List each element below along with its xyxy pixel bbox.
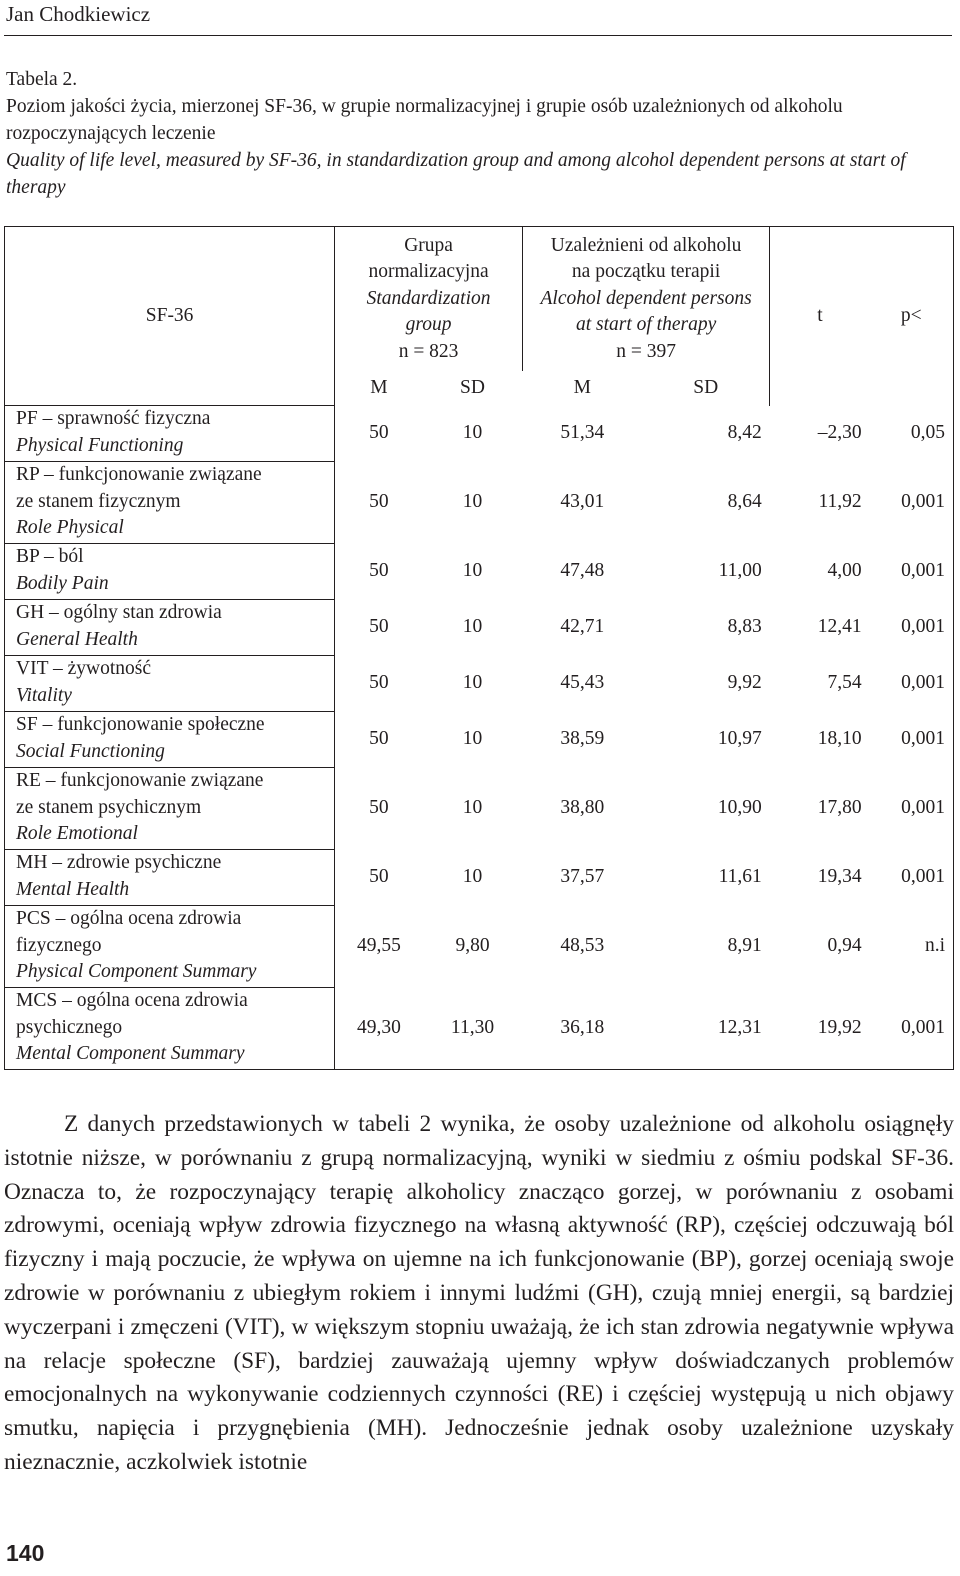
cell-t: 17,80 — [817, 797, 862, 819]
cell-t: 0,94 — [827, 935, 862, 957]
cell-sd1: 10 — [462, 616, 483, 638]
cell-m2: 42,71 — [560, 616, 605, 638]
row-label-pl: PCS – ogólna ocena zdrowia — [16, 908, 242, 929]
cell-m1: 50 — [369, 491, 389, 513]
row-label — [5, 906, 335, 988]
cell-m1: 50 — [369, 728, 389, 750]
row-label-pl: BP – ból — [16, 546, 84, 567]
row-label — [5, 712, 335, 768]
row-label-pl-cont: fizycznego — [16, 934, 102, 956]
cell-sd1: 10 — [462, 560, 483, 582]
sf36-results-table — [4, 226, 954, 1070]
group1-line3: Standardization — [366, 287, 491, 309]
cell-m2: 43,01 — [560, 491, 605, 513]
table-row — [5, 988, 954, 1070]
row-label-pl-cont: ze stanem fizycznym — [16, 490, 181, 512]
cell-sd1: 10 — [462, 797, 483, 819]
row-label-en: Mental Health — [16, 878, 130, 900]
cell-sd1: 9,80 — [455, 935, 490, 957]
header-standardization-group — [335, 227, 523, 372]
cell-m2: 45,43 — [560, 672, 605, 694]
table-label: Tabela 2. — [6, 69, 78, 90]
row-label-pl: RP – funkcjonowanie związane — [16, 464, 262, 485]
cell-sd1: 10 — [462, 422, 483, 444]
table-row — [5, 906, 954, 988]
table-caption — [6, 66, 954, 201]
table-row — [5, 600, 954, 656]
cell-m1: 50 — [369, 616, 389, 638]
cell-p: n.i — [870, 906, 954, 988]
cell-t: –2,30 — [817, 422, 862, 444]
subheader-m1: M — [370, 377, 388, 399]
cell-m2: 38,59 — [560, 728, 605, 750]
table-title-en: Quality of life level, measured by SF-36, in standardization group and among alcohol dependent persons at start of therapy — [6, 150, 906, 198]
row-label-pl-cont: ze stanem psychicznym — [16, 796, 202, 818]
cell-sd2: 10,90 — [717, 797, 762, 819]
row-label — [5, 544, 335, 600]
group2-line2: na początku terapii — [571, 261, 721, 283]
row-label — [5, 406, 335, 462]
row-label-en: Role Emotional — [16, 823, 138, 844]
cell-m2: 37,57 — [560, 866, 605, 888]
cell-t: 19,34 — [817, 866, 862, 888]
subheader-sd1: SD — [460, 377, 485, 399]
row-label-pl: RE – funkcjonowanie związane — [16, 770, 264, 791]
row-label-en: Vitality — [16, 684, 72, 706]
cell-p: 0,001 — [870, 600, 954, 656]
row-label-pl: SF – funkcjonowanie społeczne — [16, 714, 265, 735]
header-p: p< — [870, 227, 954, 406]
table-row — [5, 544, 954, 600]
cell-t: 18,10 — [817, 728, 862, 750]
cell-sd1: 10 — [462, 491, 483, 513]
table-row — [5, 656, 954, 712]
row-label-en: Role Physical — [16, 517, 124, 538]
page-number: 140 — [6, 1540, 45, 1566]
cell-p: 0,001 — [870, 462, 954, 544]
row-label-pl: PF – sprawność fizyczna — [16, 408, 211, 429]
table-title-pl: Poziom jakości życia, mierzonej SF-36, w grupie normalizacyjnej i grupie osób uzależnionych od alkoholu rozpoczynających leczenie — [6, 96, 843, 144]
cell-sd1: 11,30 — [423, 988, 523, 1070]
cell-t: 11,92 — [818, 491, 862, 513]
cell-m2: 51,34 — [560, 422, 605, 444]
group1-line4: group — [405, 314, 452, 336]
row-label — [5, 988, 335, 1070]
group1-line1: Grupa — [404, 234, 453, 256]
row-label — [5, 600, 335, 656]
cell-sd2: 12,31 — [642, 988, 770, 1070]
cell-sd2: 8,91 — [727, 935, 762, 957]
row-label-pl-cont: psychicznego — [16, 1016, 123, 1038]
subheader-m2: M — [573, 377, 591, 399]
cell-m1: 49,55 — [356, 935, 401, 957]
group1-line2: normalizacyjna — [368, 261, 489, 283]
subheader-sd2: SD — [642, 371, 770, 405]
row-label-pl: VIT – żywotność — [16, 658, 152, 679]
running-head-author: Jan Chodkiewicz — [6, 2, 151, 26]
cell-m1: 50 — [369, 797, 389, 819]
row-label — [5, 768, 335, 850]
group2-line4: at start of therapy — [575, 314, 717, 336]
header-alcohol-dependent-group — [522, 227, 769, 372]
cell-m1: 50 — [369, 672, 389, 694]
table-row — [5, 850, 954, 906]
table-row — [5, 712, 954, 768]
row-label-en: Bodily Pain — [16, 572, 109, 594]
row-label-pl: MH – zdrowie psychiczne — [16, 852, 222, 873]
row-label — [5, 462, 335, 544]
row-label — [5, 656, 335, 712]
cell-sd2: 11,00 — [718, 560, 762, 582]
cell-sd2: 8,83 — [727, 616, 762, 638]
group2-n: n = 397 — [616, 340, 676, 362]
cell-m2: 47,48 — [560, 560, 605, 582]
cell-sd2: 10,97 — [717, 728, 762, 750]
row-label-en: Mental Component Summary — [16, 1043, 245, 1064]
table-row — [5, 768, 954, 850]
row-label-en: Physical Functioning — [16, 434, 184, 456]
cell-m2: 48,53 — [560, 935, 605, 957]
cell-t: 12,41 — [817, 616, 862, 638]
cell-sd2: 9,92 — [727, 672, 762, 694]
cell-sd2: 8,42 — [727, 422, 762, 444]
cell-p: 0,001 — [870, 850, 954, 906]
header-rule — [4, 35, 952, 36]
cell-m1: 49,30 — [335, 988, 423, 1070]
row-label-en: General Health — [16, 628, 138, 650]
row-label-en: Social Functioning — [16, 740, 165, 762]
header-sf36: SF-36 — [5, 227, 335, 406]
cell-t: 7,54 — [827, 672, 862, 694]
row-label-pl: GH – ogólny stan zdrowia — [16, 602, 222, 623]
row-label-pl: MCS – ogólna ocena zdrowia — [16, 990, 248, 1011]
cell-sd2: 11,61 — [718, 866, 762, 888]
group2-line3: Alcohol dependent persons — [540, 287, 752, 309]
cell-p: 0,001 — [870, 656, 954, 712]
cell-m1: 50 — [369, 866, 389, 888]
body-paragraph — [4, 1108, 954, 1480]
row-label-en: Physical Component Summary — [16, 961, 257, 982]
table-row — [5, 406, 954, 462]
cell-p: 0,001 — [870, 712, 954, 768]
group1-n: n = 823 — [398, 340, 459, 362]
cell-p: 0,001 — [870, 988, 954, 1070]
cell-sd1: 10 — [462, 672, 483, 694]
cell-m1: 50 — [369, 422, 389, 444]
cell-p: 0,001 — [870, 768, 954, 850]
row-label — [5, 850, 335, 906]
cell-sd1: 10 — [462, 866, 483, 888]
cell-m2: 36,18 — [522, 988, 642, 1070]
group2-line1: Uzależnieni od alkoholu — [550, 234, 742, 256]
cell-m2: 38,80 — [560, 797, 605, 819]
table-row — [5, 462, 954, 544]
header-t: t — [770, 227, 870, 406]
cell-sd2: 8,64 — [727, 491, 762, 513]
cell-p: 0,05 — [870, 406, 954, 462]
body-paragraph-text: Z danych przedstawionych w tabeli 2 wynika, że osoby uzależnione od alkoholu osiągnęły istotnie niższe, w porównaniu z grupą normalizacyjną, wyniki w siedmiu z ośmiu podskal SF-36. Oznacza to, że rozpoczynający terapię alkoholicy znacząco gorzej, w porównaniu z osobami zdrowymi, oceniają wpływ zdrowia fizycznego na własną aktywność (RP), częściej odczuwają ból fizyczny i mają poczucie, że wpływa on ujemne na ich funkcjonowanie (BP), gorzej oceniają swoje zdrowie w porównaniu z ubiegłym rokiem i innymi ludźmi (GH), czują mniej energii, są bardziej wyczerpani i zmęczeni (VIT), w większym stopniu uważają, że ich stan zdrowia negatywnie wpływa na relacje społeczne (SF), bardziej zauważają ujemny wpływ doświadczanych problemów emocjonalnych na wykonywanie codziennych czynności (RE) i częściej występują u nich objawy smutku, napięcia i przygnębienia (MH). Jednocześnie jednak osoby uzależnione uzyskały nieznacznie, aczkolwiek istotnie — [4, 1111, 954, 1475]
cell-t: 19,92 — [770, 988, 870, 1070]
cell-sd1: 10 — [462, 728, 483, 750]
cell-p: 0,001 — [870, 544, 954, 600]
cell-t: 4,00 — [827, 560, 862, 582]
cell-m1: 50 — [369, 560, 389, 582]
